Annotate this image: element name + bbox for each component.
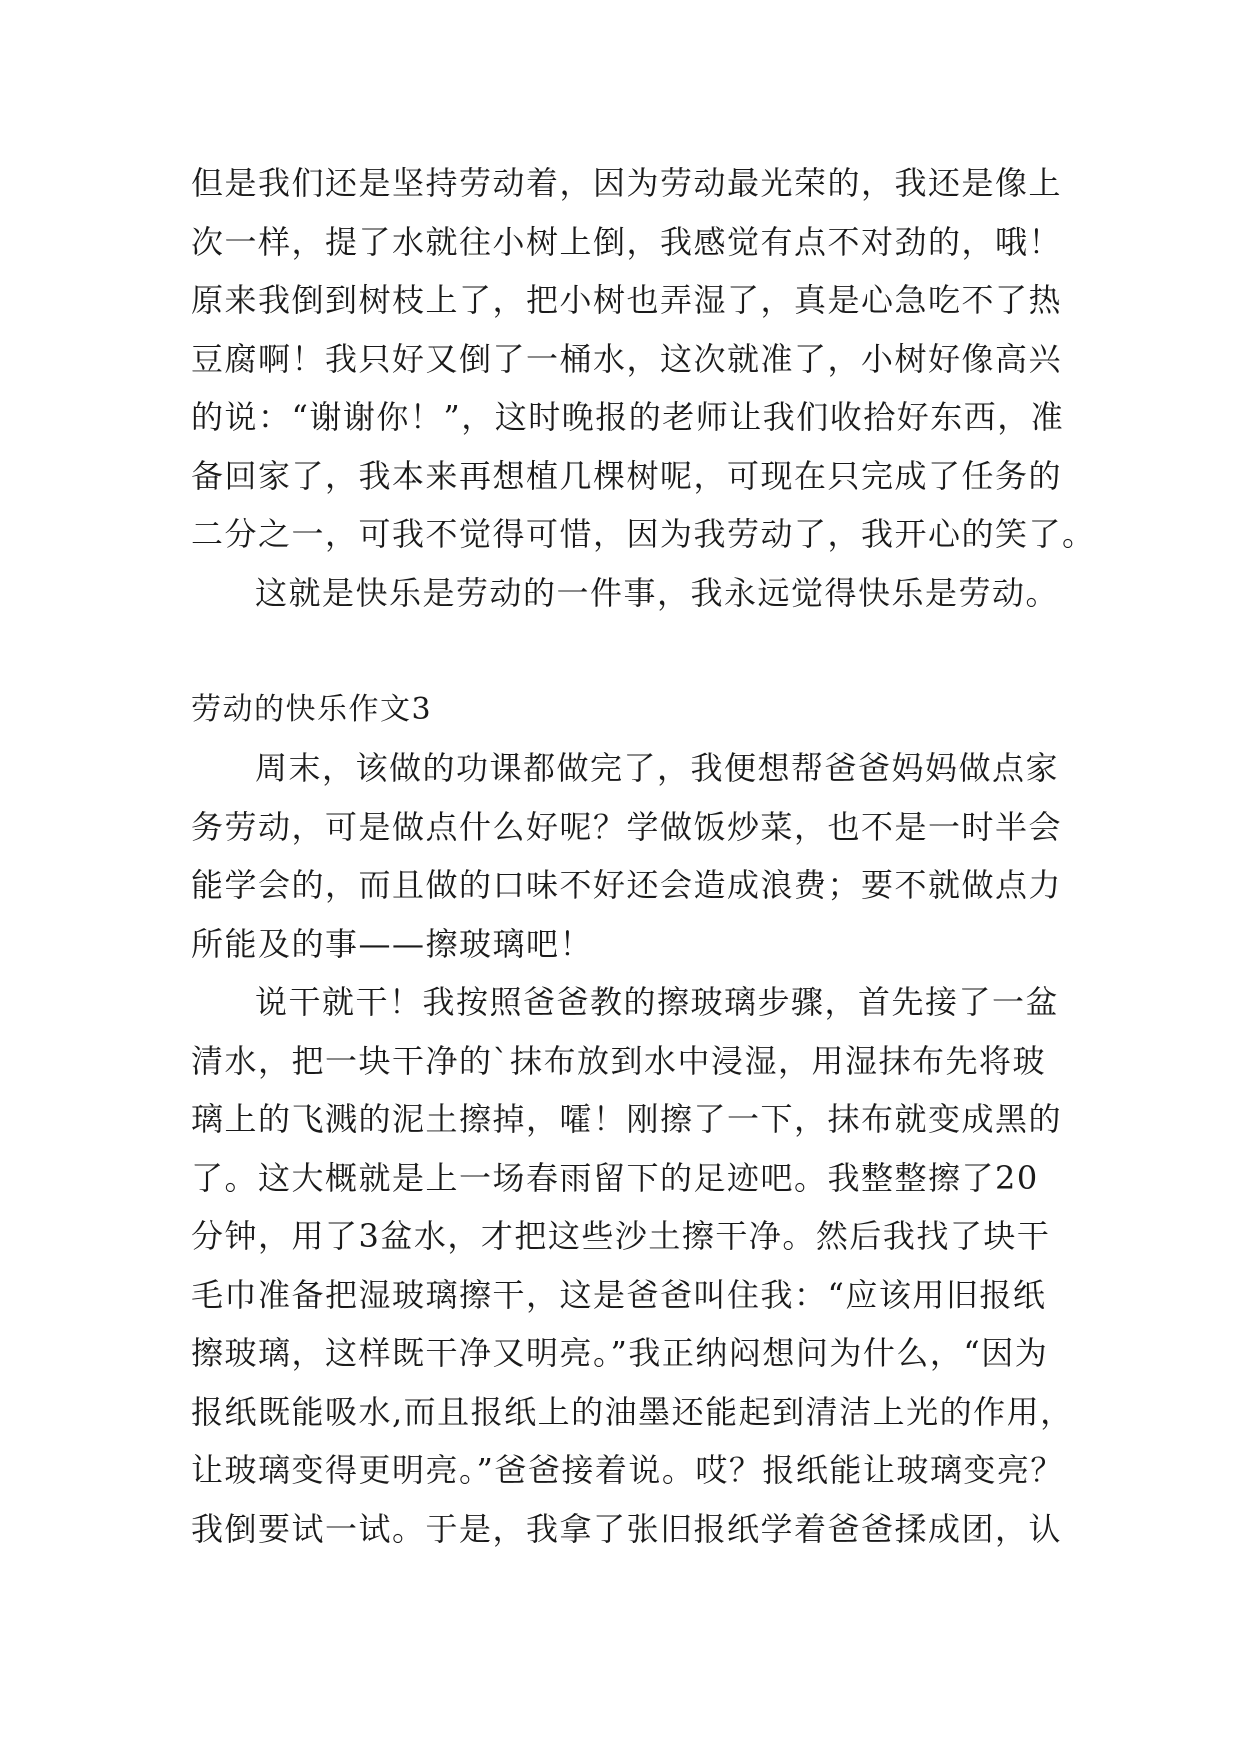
text-line: 务劳动，可是做点什么好呢？学做饭炒菜，也不是一时半会 [191, 807, 1063, 846]
text-line: 原来我倒到树枝上了，把小树也弄湿了，真是心急吃不了热 [191, 281, 1063, 319]
text-line: 能学会的，而且做的口味不好还会造成浪费；要不就做点力 [191, 866, 1063, 904]
text-line: 毛巾准备把湿玻璃擦干，这是爸爸叫住我：“应该用旧报纸 [191, 1275, 1047, 1314]
text-line: 我倒要试一试。于是，我拿了张旧报纸学着爸爸揉成团，认 [191, 1509, 1063, 1548]
text-line: 的说：“谢谢你！”，这时晚报的老师让我们收拾好东西，准 [191, 398, 1065, 436]
closing-line: 这就是快乐是劳动的一件事，我永远觉得快乐是劳动。 [255, 573, 1060, 612]
text-line: 周末，该做的功课都做完了，我便想帮爸爸妈妈做点家 [255, 749, 1060, 787]
text-line: 次一样，提了水就往小树上倒，我感觉有点不对劲的，哦！ [191, 222, 1063, 261]
text-line: 擦玻璃，这样既干净又明亮。”我正纳闷想问为什么，“因为 [191, 1334, 1049, 1372]
document-page [191, 154, 1096, 1558]
text-line: 让玻璃变得更明亮。”爸爸接着说。哎？报纸能让玻璃变亮？ [191, 1451, 1064, 1489]
text-line: 分钟，用了3盆水，才把这些沙土擦干净。然后我找了块干 [191, 1217, 1051, 1255]
text-line: 豆腐啊！我只好又倒了一桶水，这次就准了，小树好像高兴 [191, 339, 1063, 378]
text-line: 但是我们还是坚持劳动着，因为劳动最光荣的，我还是像上 [191, 164, 1063, 202]
text-line: 所能及的事——擦玻璃吧！ [191, 924, 594, 963]
blank-line [191, 622, 1051, 681]
section-title: 劳动的快乐作文3 [191, 691, 433, 727]
text-line: 清水，把一块干净的`抹布放到水中浸湿，用湿抹布先将玻 [191, 1041, 1047, 1080]
text-line: 备回家了，我本来再想植几棵树呢，可现在只完成了任务的 [191, 456, 1063, 495]
text-line: 璃上的飞溅的泥土擦掉，嚯！刚擦了一下，抹布就变成黑的 [191, 1100, 1063, 1138]
text-line: 报纸既能吸水,而且报纸上的油墨还能起到清洁上光的作用， [191, 1392, 1074, 1431]
text-line: 说干就干！我按照爸爸教的擦玻璃步骤，首先接了一盆 [255, 983, 1060, 1021]
text-line: 了。这大概就是上一场春雨留下的足迹吧。我整整擦了20 [191, 1158, 1039, 1197]
text-line: 二分之一，可我不觉得可惜，因为我劳动了，我开心的笑了。 [191, 515, 1096, 553]
